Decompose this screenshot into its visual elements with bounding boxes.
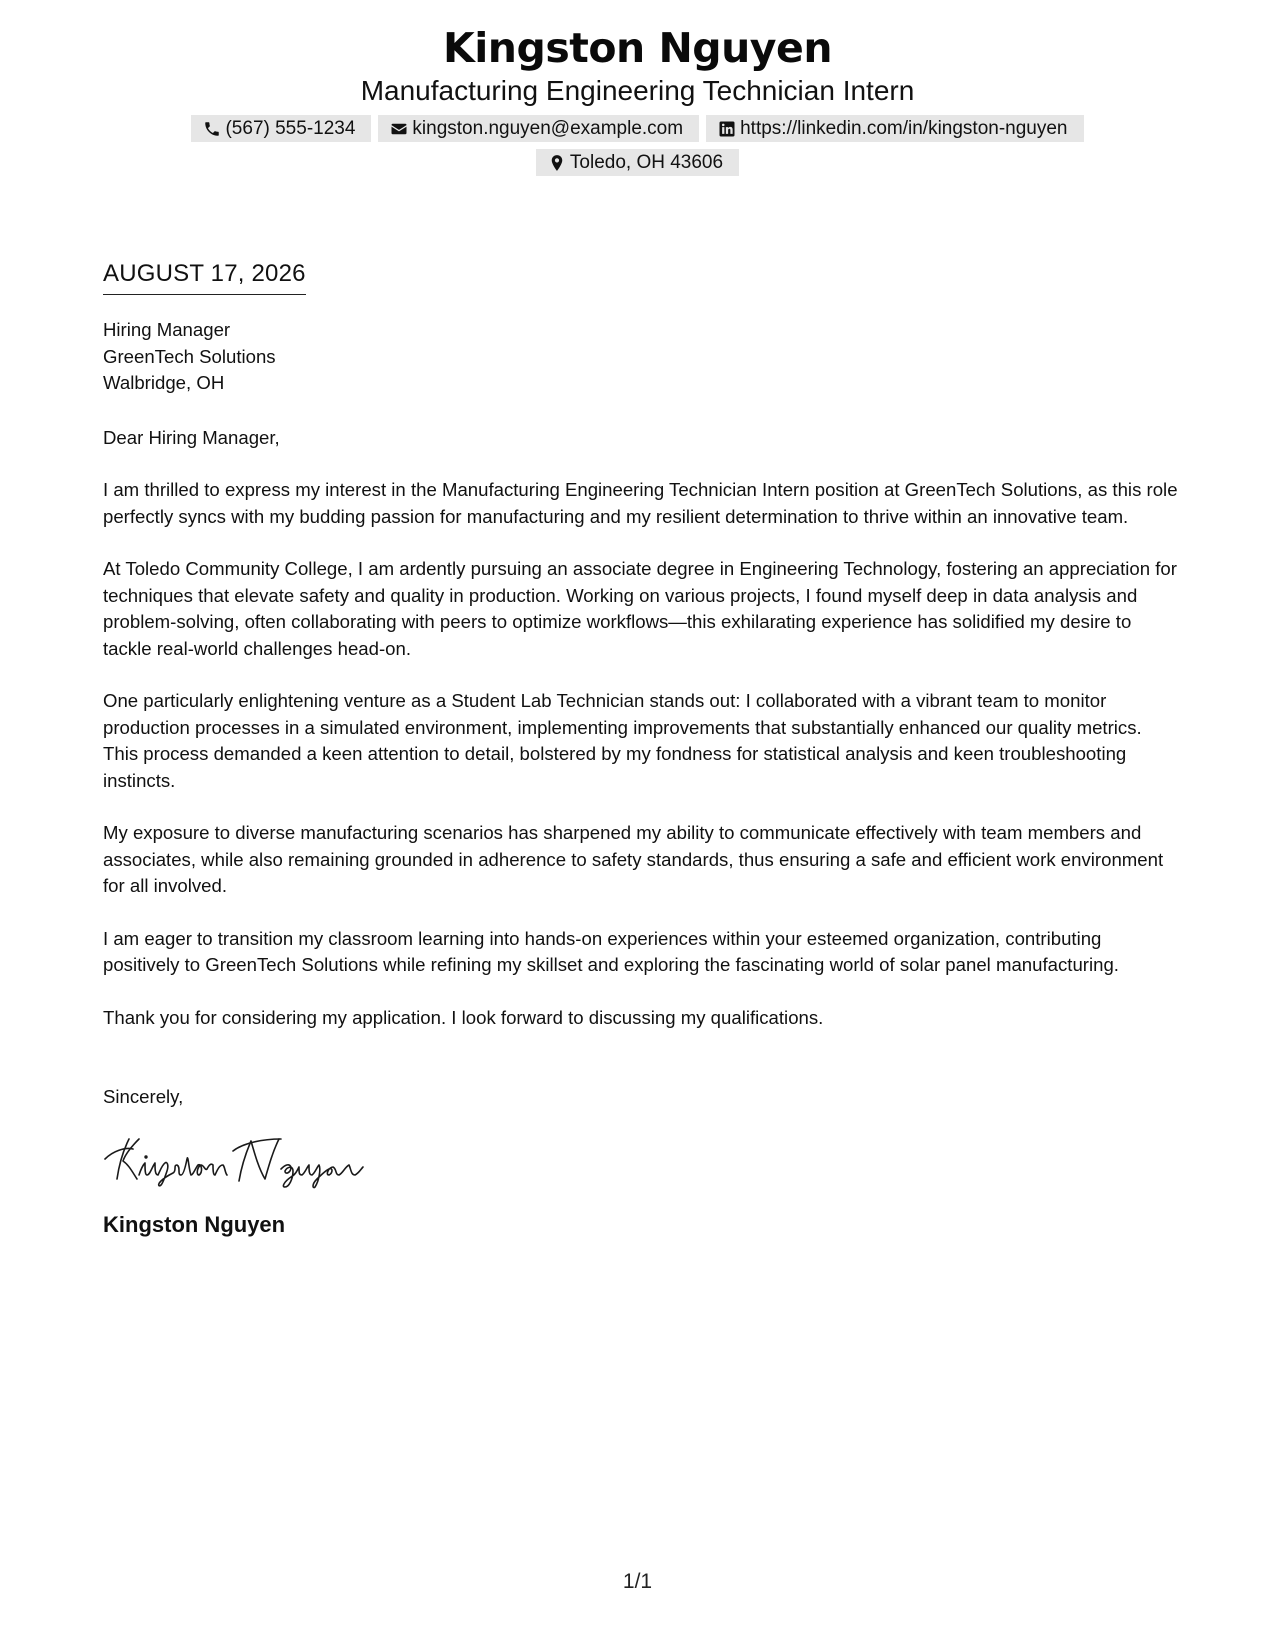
body-paragraph: I am eager to transition my classroom learning into hands-on experiences within your esteemed organization, contributing positively to GreenTech Solutions while refining my skillset and exploring the fascinating world of solar panel manufacturing. (103, 927, 1119, 975)
letter-header (0, 22, 1275, 176)
recipient-line: Walbridge, OH (103, 372, 225, 393)
applicant-name: Kingston Nguyen (442, 24, 833, 72)
body-paragraph: One particularly enlightening venture as a Student Lab Technician stands out: I collaborated with a vibrant team to monitor production processes in a simulated environment, implementing improvements that substantially enhanced our quality metrics. This process demanded a keen attention to detail, bolstered by my fondness for statistical analysis and keen troubleshooting instincts. (103, 690, 1142, 791)
body-paragraph: At Toledo Community College, I am ardently pursuing an associate degree in Engineering Technology, fostering an appreciation for techniques that elevate safety and quality in production. Working on various projects, I found myself deep in data analysis and problem-solving, often collaborating with peers to optimize workflows—this exhilarating experience has solidified my desire to tackle real-world challenges head-on. (103, 558, 1177, 659)
body-paragraph: My exposure to diverse manufacturing scenarios has sharpened my ability to communicate effectively with team members and associates, while also remaining grounded in adherence to safety standards, thus ensuring a safe and efficient work environment for all involved. (103, 822, 1164, 896)
contact-email-text: kingston.nguyen@example.com (412, 117, 684, 139)
contact-location (536, 149, 739, 176)
map-marker-icon (548, 154, 566, 172)
contact-row-location (0, 149, 1275, 176)
recipient-line: Hiring Manager (103, 319, 231, 340)
letter-date: AUGUST 17, 2026 (103, 258, 306, 295)
recipient-line: GreenTech Solutions (103, 345, 276, 367)
contact-email[interactable] (378, 115, 699, 142)
signer-name: Kingston Nguyen (103, 1212, 286, 1237)
phone-icon (203, 120, 221, 138)
contact-location-text: Toledo, OH 43606 (569, 151, 724, 173)
salutation: Dear Hiring Manager, (103, 426, 280, 448)
recipient-block (103, 317, 1178, 397)
page-indicator: 1/1 (622, 1570, 653, 1593)
body-paragraph: I am thrilled to express my interest in the Manufacturing Engineering Technician Intern position at GreenTech Solutions, as this role perfectly syncs with my budding passion for manufacturing and my resilient determination to thrive within an innovative team. (103, 479, 1178, 527)
contact-row (0, 115, 1275, 142)
envelope-icon (390, 120, 408, 138)
contact-linkedin[interactable] (706, 115, 1083, 142)
contact-phone-text: (567) 555-1234 (225, 117, 356, 139)
handwritten-signature (103, 1131, 373, 1191)
contact-phone (191, 115, 371, 142)
body-paragraph: Thank you for considering my application. I look forward to discussing my qualifications. (103, 1006, 824, 1028)
letter-body (103, 258, 1178, 1240)
closing: Sincerely, (103, 1086, 184, 1107)
linkedin-icon (718, 120, 736, 138)
applicant-job-title: Manufacturing Engineering Technician Intern (360, 75, 915, 106)
contact-linkedin-text: https://linkedin.com/in/kingston-nguyen (740, 117, 1068, 139)
